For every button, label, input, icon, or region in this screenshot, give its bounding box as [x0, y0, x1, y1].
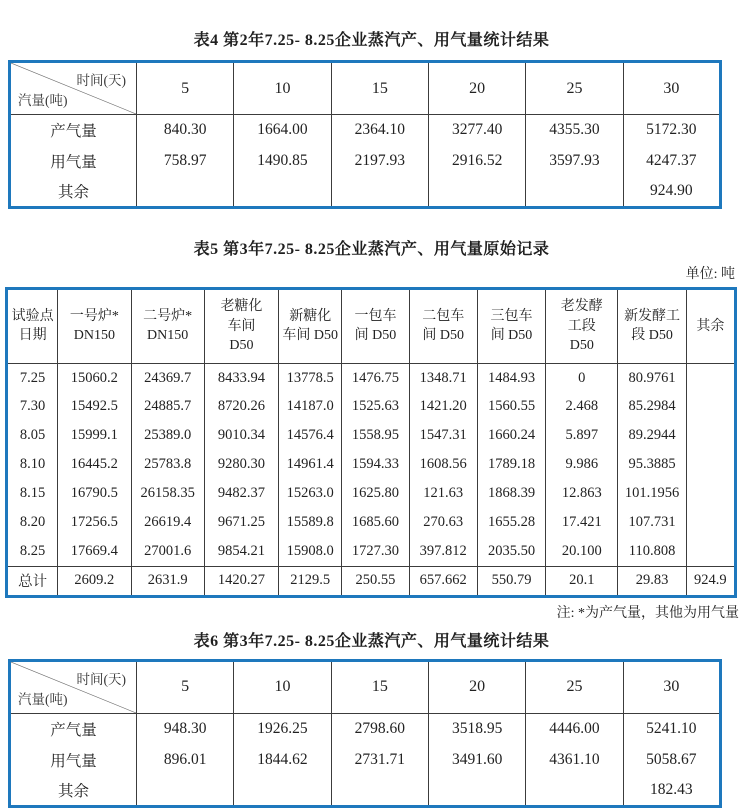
table-row [7, 421, 736, 450]
row-label: 总计 [7, 566, 58, 596]
table-cell [331, 775, 428, 806]
table-cell: 15492.5 [58, 392, 131, 421]
table-cell: 9854.21 [204, 537, 278, 566]
column-header: 一号炉* DN150 [58, 289, 131, 364]
table-cell: 1560.55 [477, 392, 545, 421]
table-cell: 14961.4 [279, 450, 342, 479]
table-cell: 9482.37 [204, 479, 278, 508]
table-cell: 2129.5 [279, 566, 342, 596]
table-row [10, 115, 721, 146]
table-cell [234, 177, 331, 208]
table-cell: 1476.75 [342, 363, 409, 392]
column-header: 5 [137, 62, 234, 115]
table-cell: 270.63 [409, 508, 477, 537]
table-cell: 2364.10 [331, 115, 428, 146]
table-cell: 758.97 [137, 146, 234, 177]
table-cell [686, 392, 735, 421]
table-cell: 101.1956 [618, 479, 686, 508]
table-cell: 15999.1 [58, 421, 131, 450]
table-cell: 840.30 [137, 115, 234, 146]
header-row [7, 289, 736, 364]
table-cell [526, 775, 623, 806]
column-header: 15 [331, 660, 428, 713]
row-label: 7.30 [19, 398, 46, 415]
table-row [7, 479, 736, 508]
table-cell: 1594.33 [342, 450, 409, 479]
table-cell: 15263.0 [279, 479, 342, 508]
table-cell: 14187.0 [279, 392, 342, 421]
table-cell: 25389.0 [131, 421, 204, 450]
table-row [10, 713, 721, 744]
table-cell: 3597.93 [526, 146, 623, 177]
table-cell: 17256.5 [58, 508, 131, 537]
table-cell: 1348.71 [409, 363, 477, 392]
table-cell: 397.812 [409, 537, 477, 566]
column-header: 20 [428, 62, 525, 115]
table-cell [686, 363, 735, 392]
table-cell [686, 537, 735, 566]
corner-top-label: 时间(天) [76, 671, 126, 687]
table-cell [137, 177, 234, 208]
table5 [5, 287, 737, 598]
table-cell: 4247.37 [623, 146, 720, 177]
row-label: 其余 [57, 184, 89, 202]
table-cell: 2.468 [546, 392, 618, 421]
row-label: 用气量 [50, 752, 97, 770]
table-cell: 550.79 [477, 566, 545, 596]
table-cell: 1525.63 [342, 392, 409, 421]
table-cell: 24885.7 [131, 392, 204, 421]
table-cell: 2916.52 [428, 146, 525, 177]
table-cell: 1421.20 [409, 392, 477, 421]
table-row [10, 146, 721, 177]
table-cell: 80.9761 [618, 363, 686, 392]
header-row [10, 660, 721, 713]
table-cell: 8433.94 [204, 363, 278, 392]
table-cell: 25783.8 [131, 450, 204, 479]
table-cell: 8720.26 [204, 392, 278, 421]
table-cell: 3491.60 [428, 744, 525, 775]
table-cell [686, 450, 735, 479]
table-cell: 948.30 [137, 713, 234, 744]
table-row [7, 508, 736, 537]
column-header: 15 [331, 62, 428, 115]
table-cell: 5241.10 [623, 713, 720, 744]
table-cell: 924.9 [686, 566, 735, 596]
table-cell: 26619.4 [131, 508, 204, 537]
table-cell [137, 775, 234, 806]
table-cell: 5058.67 [623, 744, 720, 775]
table-cell: 15589.8 [279, 508, 342, 537]
table-row [10, 177, 721, 208]
table-cell: 121.63 [409, 479, 477, 508]
table-cell: 1844.62 [234, 744, 331, 775]
corner-top-label: 时间(天) [76, 73, 126, 88]
table-cell: 1655.28 [477, 508, 545, 537]
column-header: 10 [234, 62, 331, 115]
table-cell: 1420.27 [204, 566, 278, 596]
table-cell: 4361.10 [526, 744, 623, 775]
table-cell: 1789.18 [477, 450, 545, 479]
table-cell: 17.421 [546, 508, 618, 537]
table-row [7, 392, 736, 421]
table-cell: 3277.40 [428, 115, 525, 146]
table-cell: 5172.30 [623, 115, 720, 146]
column-header: 二号炉* DN150 [131, 289, 204, 364]
table-row [10, 775, 721, 806]
table-row [7, 450, 736, 479]
table6-title: 表6 第3年7.25- 8.25企业蒸汽产、用气量统计结果 [193, 632, 550, 650]
table-cell: 1664.00 [234, 115, 331, 146]
table-cell [686, 421, 735, 450]
table-cell: 107.731 [618, 508, 686, 537]
table-cell: 657.662 [409, 566, 477, 596]
column-header: 30 [623, 660, 720, 713]
table-cell: 1547.31 [409, 421, 477, 450]
table-cell: 2609.2 [58, 566, 131, 596]
table-cell: 1625.80 [342, 479, 409, 508]
header-row [10, 62, 721, 115]
column-header: 25 [526, 660, 623, 713]
table-cell: 1868.39 [477, 479, 545, 508]
table4-title: 表4 第2年7.25- 8.25企业蒸汽产、用气量统计结果 [193, 32, 550, 49]
table-cell: 2731.71 [331, 744, 428, 775]
column-header: 30 [623, 62, 720, 115]
corner-bottom-label: 汽量(吨) [18, 691, 68, 707]
table-cell: 16790.5 [58, 479, 131, 508]
corner-bottom-label: 汽量(吨) [18, 93, 68, 108]
table-cell: 13778.5 [279, 363, 342, 392]
row-label: 产气量 [50, 722, 97, 740]
table-cell [526, 177, 623, 208]
unit-label: 单位: 吨 [685, 267, 735, 282]
table-cell: 1727.30 [342, 537, 409, 566]
table-cell: 4446.00 [526, 713, 623, 744]
table-row [7, 537, 736, 566]
table-cell: 29.83 [618, 566, 686, 596]
column-header: 三包车 间 D50 [477, 289, 545, 364]
table-cell: 2035.50 [477, 537, 545, 566]
row-label: 产气量 [50, 123, 97, 141]
table-cell: 1484.93 [477, 363, 545, 392]
column-header: 二包车 间 D50 [409, 289, 477, 364]
table-cell: 24369.7 [131, 363, 204, 392]
table-cell [234, 775, 331, 806]
table-cell: 5.897 [546, 421, 618, 450]
table-cell: 20.1 [546, 566, 618, 596]
table-cell [686, 508, 735, 537]
row-label: 8.15 [19, 485, 46, 502]
table5-note: 注: *为产气量，其他为用气量 [556, 605, 739, 621]
table-cell: 1660.24 [477, 421, 545, 450]
table-cell: 95.3885 [618, 450, 686, 479]
table-cell: 9280.30 [204, 450, 278, 479]
table6 [8, 659, 722, 808]
table-cell: 0 [546, 363, 618, 392]
table-cell: 924.90 [623, 177, 720, 208]
column-header: 其余 [686, 289, 735, 364]
table-cell: 9.986 [546, 450, 618, 479]
column-header: 老发酵 工段 D50 [546, 289, 618, 364]
table-cell: 896.01 [137, 744, 234, 775]
table-cell: 2631.9 [131, 566, 204, 596]
table-cell: 26158.35 [131, 479, 204, 508]
table-cell: 4355.30 [526, 115, 623, 146]
column-header: 老糖化 车间 D50 [204, 289, 278, 364]
table-cell: 12.863 [546, 479, 618, 508]
table4 [8, 60, 722, 209]
diagonal-header-cell [10, 660, 137, 713]
row-label: 8.05 [19, 427, 46, 444]
table-cell: 1490.85 [234, 146, 331, 177]
table-cell [428, 177, 525, 208]
table-cell: 182.43 [623, 775, 720, 806]
table-cell: 16445.2 [58, 450, 131, 479]
diagonal-header-cell [10, 62, 137, 115]
table-cell: 89.2944 [618, 421, 686, 450]
table-cell: 9671.25 [204, 508, 278, 537]
column-header: 试验点 日期 [7, 289, 58, 364]
table-cell: 17669.4 [58, 537, 131, 566]
table-cell: 3518.95 [428, 713, 525, 744]
table-cell: 1685.60 [342, 508, 409, 537]
table-cell: 1558.95 [342, 421, 409, 450]
table-row [10, 744, 721, 775]
row-label: 8.10 [19, 456, 46, 473]
table-cell: 1608.56 [409, 450, 477, 479]
row-label: 其余 [57, 783, 89, 801]
table-cell: 27001.6 [131, 537, 204, 566]
table-cell: 9010.34 [204, 421, 278, 450]
column-header: 新发酵工 段 D50 [618, 289, 686, 364]
table-cell [331, 177, 428, 208]
row-label: 用气量 [50, 154, 97, 171]
table-cell: 110.808 [618, 537, 686, 566]
table-cell [686, 479, 735, 508]
table-cell: 20.100 [546, 537, 618, 566]
table-cell: 15060.2 [58, 363, 131, 392]
column-header: 20 [428, 660, 525, 713]
table-cell: 250.55 [342, 566, 409, 596]
table-row [7, 363, 736, 392]
column-header: 新糖化 车间 D50 [279, 289, 342, 364]
column-header: 25 [526, 62, 623, 115]
total-row [7, 566, 736, 596]
table-cell: 1926.25 [234, 713, 331, 744]
table-cell: 15908.0 [279, 537, 342, 566]
column-header: 5 [137, 660, 234, 713]
table5-title: 表5 第3年7.25- 8.25企业蒸汽产、用气量原始记录 [193, 241, 550, 258]
table-cell: 85.2984 [618, 392, 686, 421]
column-header: 一包车 间 D50 [342, 289, 409, 364]
row-label: 7.25 [19, 369, 46, 386]
table-cell [428, 775, 525, 806]
table-cell: 2197.93 [331, 146, 428, 177]
table-cell: 2798.60 [331, 713, 428, 744]
table-cell: 14576.4 [279, 421, 342, 450]
column-header: 10 [234, 660, 331, 713]
row-label: 8.20 [19, 514, 46, 531]
row-label: 8.25 [19, 543, 46, 560]
